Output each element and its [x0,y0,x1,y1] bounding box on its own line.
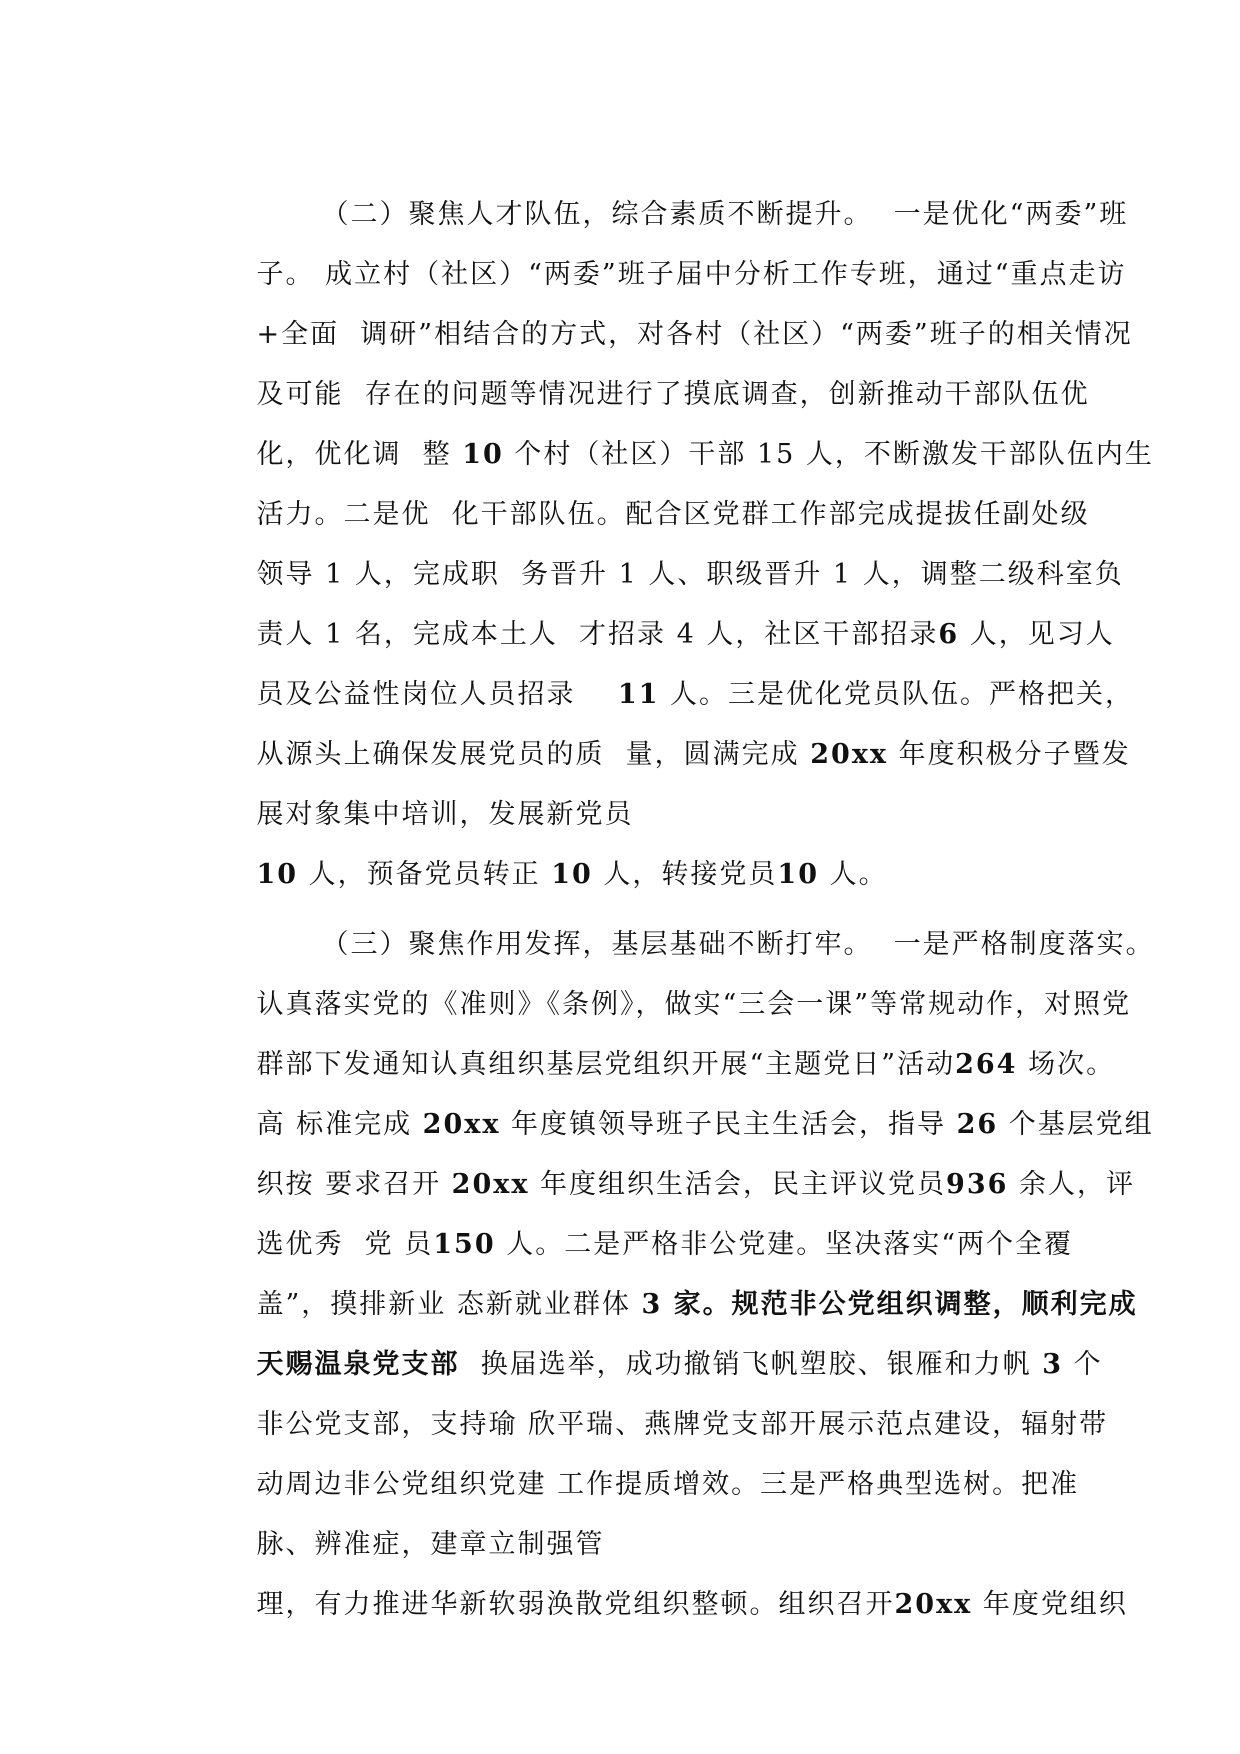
bold-text: 天赐温泉党支部 [256,1349,460,1380]
bold-number: 3 [1042,1349,1064,1380]
text-run: 脉、辨准症，建章立制强管 [256,1529,605,1560]
text-run: 人，预备党员转正 [298,859,552,890]
text-run: 人，转接党员 [592,859,778,890]
bold-number: 10 [256,859,299,890]
text-run: 年度党组织 [972,1589,1128,1620]
text-run: 织按 要求召开 [256,1169,452,1200]
bold-number: 150 [433,1229,496,1260]
text-run: （二）聚焦人才队伍，综合素质不断提升。 一是优化“两委”班 [321,199,1129,230]
bold-number: 10 [462,439,504,470]
text-run: 个村（社区）干部 15 人，不断激发干部队伍内生 [503,439,1154,470]
text-run: 人。 [819,859,888,890]
text-run: 员及公益性岗位人员招录 [256,679,618,710]
bold-number: 10 [551,859,593,890]
text-run: 领导 1 人，完成职 务晋升 1 人、职级晋升 1 人，调整二级科室负 [256,559,1124,590]
text-run: 人，见习人 [959,619,1115,650]
text-run: 余人，评 [1008,1169,1136,1200]
text-run: 化，优化调 整 [256,439,463,470]
bold-text: 3 家。规范非公党组织调整，顺利完成 [641,1289,1138,1320]
text-run: 活力。二是优 化干部队伍。配合区党群工作部完成提拔任副处级 [256,499,1090,530]
text-run: 换届选举，成功撤销飞帆塑胶、银雁和力帆 [459,1349,1043,1380]
text-run: 非公党支部，支持瑜 欣平瑞、燕牌党支部开展示范点建设，辐射带 [256,1409,1109,1440]
text-run: 人。三是优化党员队伍。严格把关， [659,679,1135,710]
text-run: 动周边非公党组织党建 工作提质增效。三是严格典型选树。把准 [256,1469,1080,1500]
text-run: 子。 成立村（社区）“两委”班子届中分析工作专班，通过“重点走访 [256,259,1127,290]
text-run: 高 标准完成 [256,1109,423,1140]
text-run: 从源头上确保发展党员的质 量，圆满完成 [256,739,811,770]
text-run: 群部下发通知认真组织基层党组织开展“主题党日”活动 [256,1049,956,1080]
text-run: 理，有力推进华新软弱涣散党组织整顿。组织召开 [256,1589,895,1620]
bold-number: 10 [777,859,819,890]
bold-number: 11 [617,679,660,710]
bold-number: 264 [955,1049,1018,1080]
text-run: 及可能 存在的问题等情况进行了摸底调查，创新推动干部队伍优 [256,379,1090,410]
bold-number: 20xx [451,1169,530,1200]
text-run: 年度镇领导班子民主生活会，指导 [500,1109,957,1140]
text-run: 盖”，摸排新业 态新就业群体 [256,1289,642,1320]
bold-number: 20xx [894,1589,973,1620]
text-run: 个基层党组 [998,1109,1154,1140]
text-run: 认真落实党的《准则》《条例》，做实“三会一课”等常规动作，对照党 [256,989,1132,1020]
text-run: 场次。 [1017,1049,1116,1080]
paragraph-line [193,1554,1128,1656]
text-run: 选优秀 党 员 [256,1229,434,1260]
bold-number: 936 [946,1169,1009,1200]
text-run: 人。二是严格非公党建。坚决落实“两个全覆 [495,1229,1074,1260]
text-run: 年度组织生活会，民主评议党员 [529,1169,947,1200]
text-run: 个 [1063,1349,1103,1380]
bold-number: 26 [956,1109,999,1140]
text-run: +全面 调研”相结合的方式，对各村（社区）“两委”班子的相关情况 [256,319,1133,350]
text-run: 展对象集中培训，发展新党员 [256,799,634,830]
text-run: 责人 1 名，完成本土人 才招录 4 人，社区干部招录 [256,619,939,650]
bold-number: 20xx [810,739,889,770]
bold-number: 6 [938,619,960,650]
text-run: 年度积极分子暨发 [888,739,1131,770]
text-run: （三）聚焦作用发挥，基层基础不断打牢。 一是严格制度落实。 [321,929,1155,960]
bold-number: 20xx [422,1109,501,1140]
